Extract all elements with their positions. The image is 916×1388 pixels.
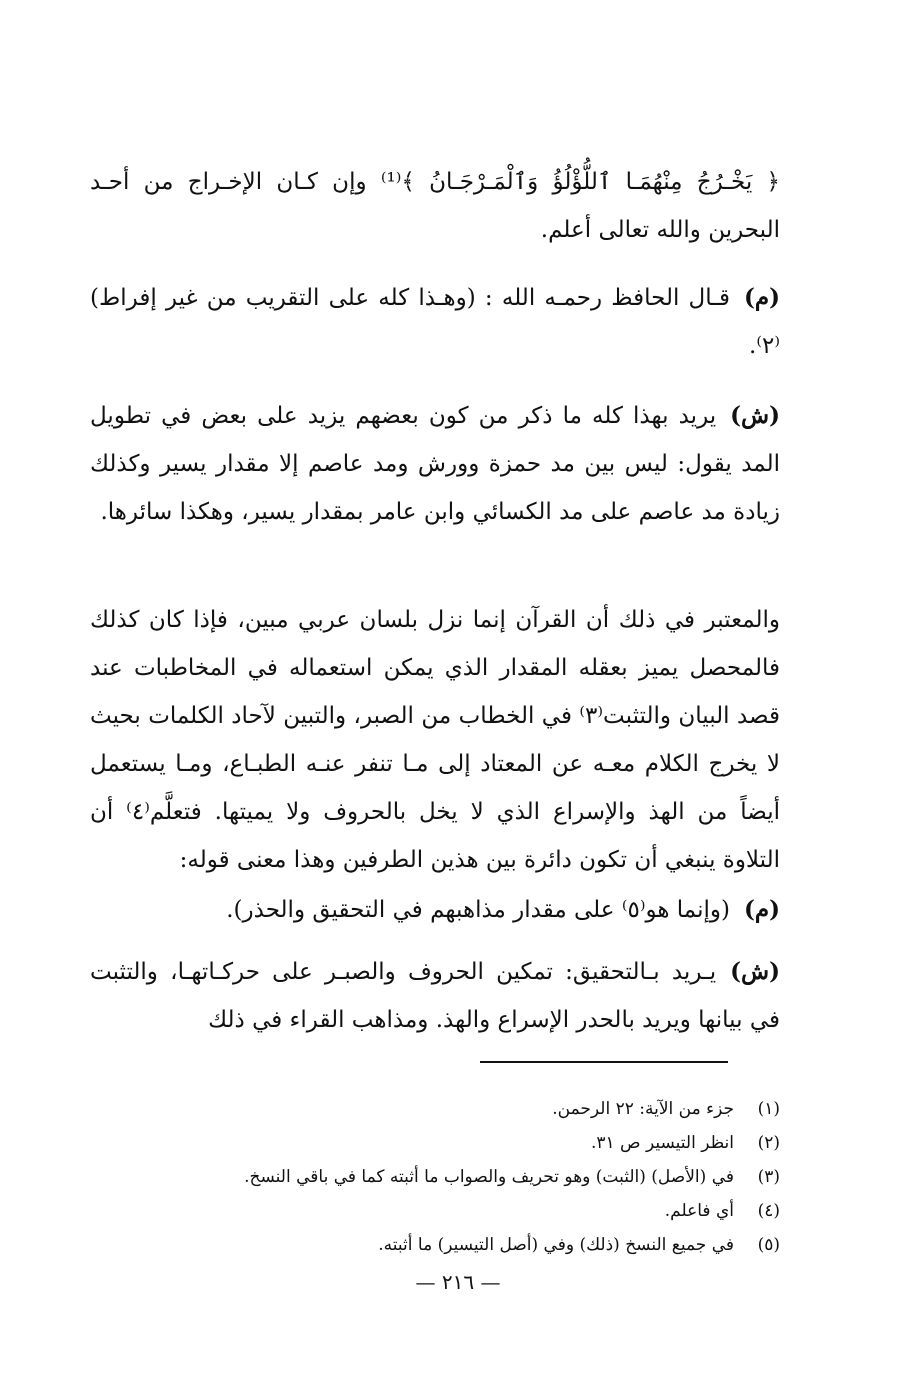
- footnote-text: في (الأصل) (الثبت) وهو تحريف والصواب ما أثبته كما في باقي النسخ.: [244, 1167, 734, 1187]
- footnote-number: (٢): [757, 1133, 780, 1153]
- paragraph-sharh-1: [90, 392, 780, 536]
- footnote-item: [120, 1194, 780, 1228]
- matn-marker: (م): [743, 896, 780, 923]
- paragraph-text: قـال الحافظ رحمـه الله : (وهـذا كله على التقريب من غير إفراط)⁽٢⁾.: [90, 285, 780, 359]
- footnote-number: (١): [757, 1099, 780, 1119]
- footnote-divider: [480, 1061, 728, 1063]
- footnote-text: في جميع النسخ (ذلك) وفي (أصل التيسير) ما أثبته.: [378, 1235, 734, 1255]
- paragraph-text: ﴿ يَخْـرُجُ مِنْهُمَـا ٱللُّؤْلُؤُ وَٱلْمَـرْجَـانُ ﴾⁽¹⁾ وإن كـان الإخـراج من أحـد البحرين والله تعالى أعلم.: [90, 169, 780, 243]
- matn-marker: (م): [743, 284, 780, 311]
- footnote-text: انظر التيسير ص ٣١.: [590, 1133, 734, 1153]
- paragraph-matn-2: [90, 886, 780, 934]
- footnote-text: جزء من الآية: ٢٢ الرحمن.: [552, 1099, 734, 1119]
- paragraph-text: يريد بهذا كله ما ذكر من كون بعضهم يزيد على بعض في تطويل المد يقول: ليس بين مد حمزة وورش ومد عاصم إلا مقدار يسير وكذلك زيادة مد عاصم على مد الكسائي وابن عامر بمقدار يسير، وهكذا سائرها.: [90, 403, 780, 525]
- footnotes: [120, 1092, 780, 1262]
- paragraph-text: يـريد بـالتحقيق: تمكين الحروف والصبـر على حركـاتهـا، والتثبت في بيانها ويريد بالحدر الإسراع والهذ. ومذاهب القراء في ذلك: [90, 959, 780, 1033]
- paragraph-quran-verse: [90, 158, 780, 254]
- sharh-marker: (ش): [730, 402, 780, 429]
- footnote-number: (٥): [757, 1235, 780, 1255]
- footnote-item: [120, 1160, 780, 1194]
- footnote-item: [120, 1126, 780, 1160]
- footnote-item: [120, 1092, 780, 1126]
- footnote-number: (٣): [757, 1167, 780, 1187]
- paragraph-matn-1: [90, 274, 780, 370]
- footnote-item: [120, 1228, 780, 1262]
- paragraph-text: (وإنما هو⁽٥⁾ على مقدار مذاهبهم في التحقيق والحذر).: [226, 897, 730, 923]
- sharh-marker: (ش): [730, 958, 780, 985]
- footnote-number: (٤): [757, 1201, 780, 1221]
- paragraph-commentary: [90, 596, 780, 884]
- paragraph-text: والمعتبر في ذلك أن القرآن إنما نزل بلسان عربي مبين، فإذا كان كذلك فالمحصل يميز بعقله المقدار الذي يمكن استعماله في المخاطبات عند قصد البيان والتثبت⁽٣⁾ في الخطاب من الصبر، والتبين لآحاد الكلمات بحيث لا يخرج الكلام معـه عن المعتاد إلى مـا تنفر عنـه الطبـاع، ومـا يستعمل أيضاً من الهذ والإسراع الذي لا يخل بالحروف ولا يميتها. فتعلَّم⁽٤⁾ أن التلاوة ينبغي أن تكون دائرة بين هذين الطرفين وهذا معنى قوله:: [90, 607, 780, 873]
- footnote-text: أي فاعلم.: [664, 1201, 734, 1221]
- paragraph-sharh-2: [90, 948, 780, 1044]
- page-number: — ٢١٦ —: [415, 1270, 501, 1294]
